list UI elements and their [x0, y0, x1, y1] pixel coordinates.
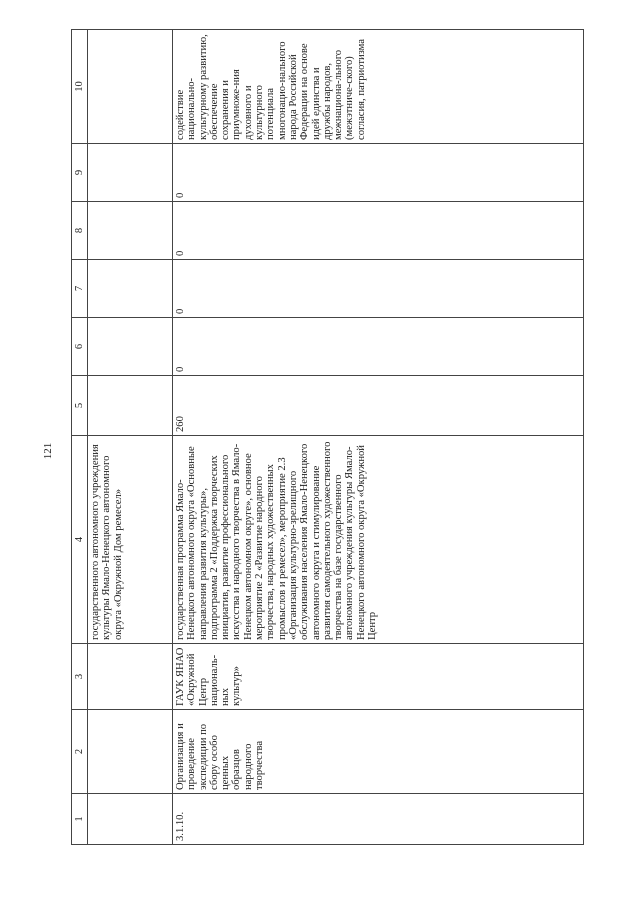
- table-cell: государственного автономного учреждения культуры Ямало-Ненецкого автономного округа «Окружной Дом ремесел»: [88, 436, 173, 644]
- header-cell: 8: [72, 202, 88, 260]
- event-name-cell: Организация и проведение экспедиции по сбору особо ценных образцов народного творчества: [173, 710, 584, 794]
- table-cell: [88, 202, 173, 260]
- value-cell: 0: [173, 318, 584, 376]
- header-cell: 7: [72, 260, 88, 318]
- header-cell: 9: [72, 144, 88, 202]
- value-cell: 0: [173, 202, 584, 260]
- value-cell: 0: [173, 144, 584, 202]
- table-row: [173, 30, 584, 845]
- header-cell: 1: [72, 794, 88, 845]
- table-cell: [88, 30, 173, 144]
- header-cell: 5: [72, 376, 88, 436]
- continuation-row: [88, 30, 173, 845]
- header-cell: 3: [72, 644, 88, 710]
- program-table: [71, 29, 584, 845]
- goal-cell: содействие национально-культурному развитию, обеспечение сохранения и приумноже-ния духовного и культурного потенциала многонацио-нального народа Российской Федерации на основе идей единства и дружбы народов, межнациона-льного (межэтниче-ского) согласия, патриотизма: [173, 30, 584, 144]
- row-number: 3.1.10.: [173, 794, 584, 845]
- header-cell: 4: [72, 436, 88, 644]
- header-cell: 10: [72, 30, 88, 144]
- table-cell: [88, 644, 173, 710]
- table-cell: [88, 144, 173, 202]
- value-cell: 260: [173, 376, 584, 436]
- program-cell: государственная программа Ямало-Ненецкого автономного округа «Основные направления развития культуры», подпрограмма 2 «Поддержка творческих инициатив, развитие профессионального искусства и народного творчества в Ямало-Ненецком автономном округе», основное мероприятие 2 «Развитие народного творчества, народных художественных промыслов и ремесел», мероприятие 2.3 «Организация культурно-зрелищного обслуживания населения Ямало-Ненецкого автономного округа и стимулирование развития самодеятельного художественного творчества на базе государственного автономного учреждения культуры Ямало-Ненецкого автономного округа «Окружной Центр: [173, 436, 584, 644]
- executor-cell: ГАУК ЯНАО «Окружной Центр националь-ных культур»: [173, 644, 584, 710]
- table-cell: [88, 318, 173, 376]
- table-cell: [88, 376, 173, 436]
- table-cell: [88, 260, 173, 318]
- header-cell: 2: [72, 710, 88, 794]
- header-row: [72, 30, 88, 845]
- page-number: 121: [42, 442, 54, 460]
- header-cell: 6: [72, 318, 88, 376]
- table-cell: [88, 794, 173, 845]
- value-cell: 0: [173, 260, 584, 318]
- rotated-table-container: [71, 30, 584, 845]
- table-cell: [88, 710, 173, 794]
